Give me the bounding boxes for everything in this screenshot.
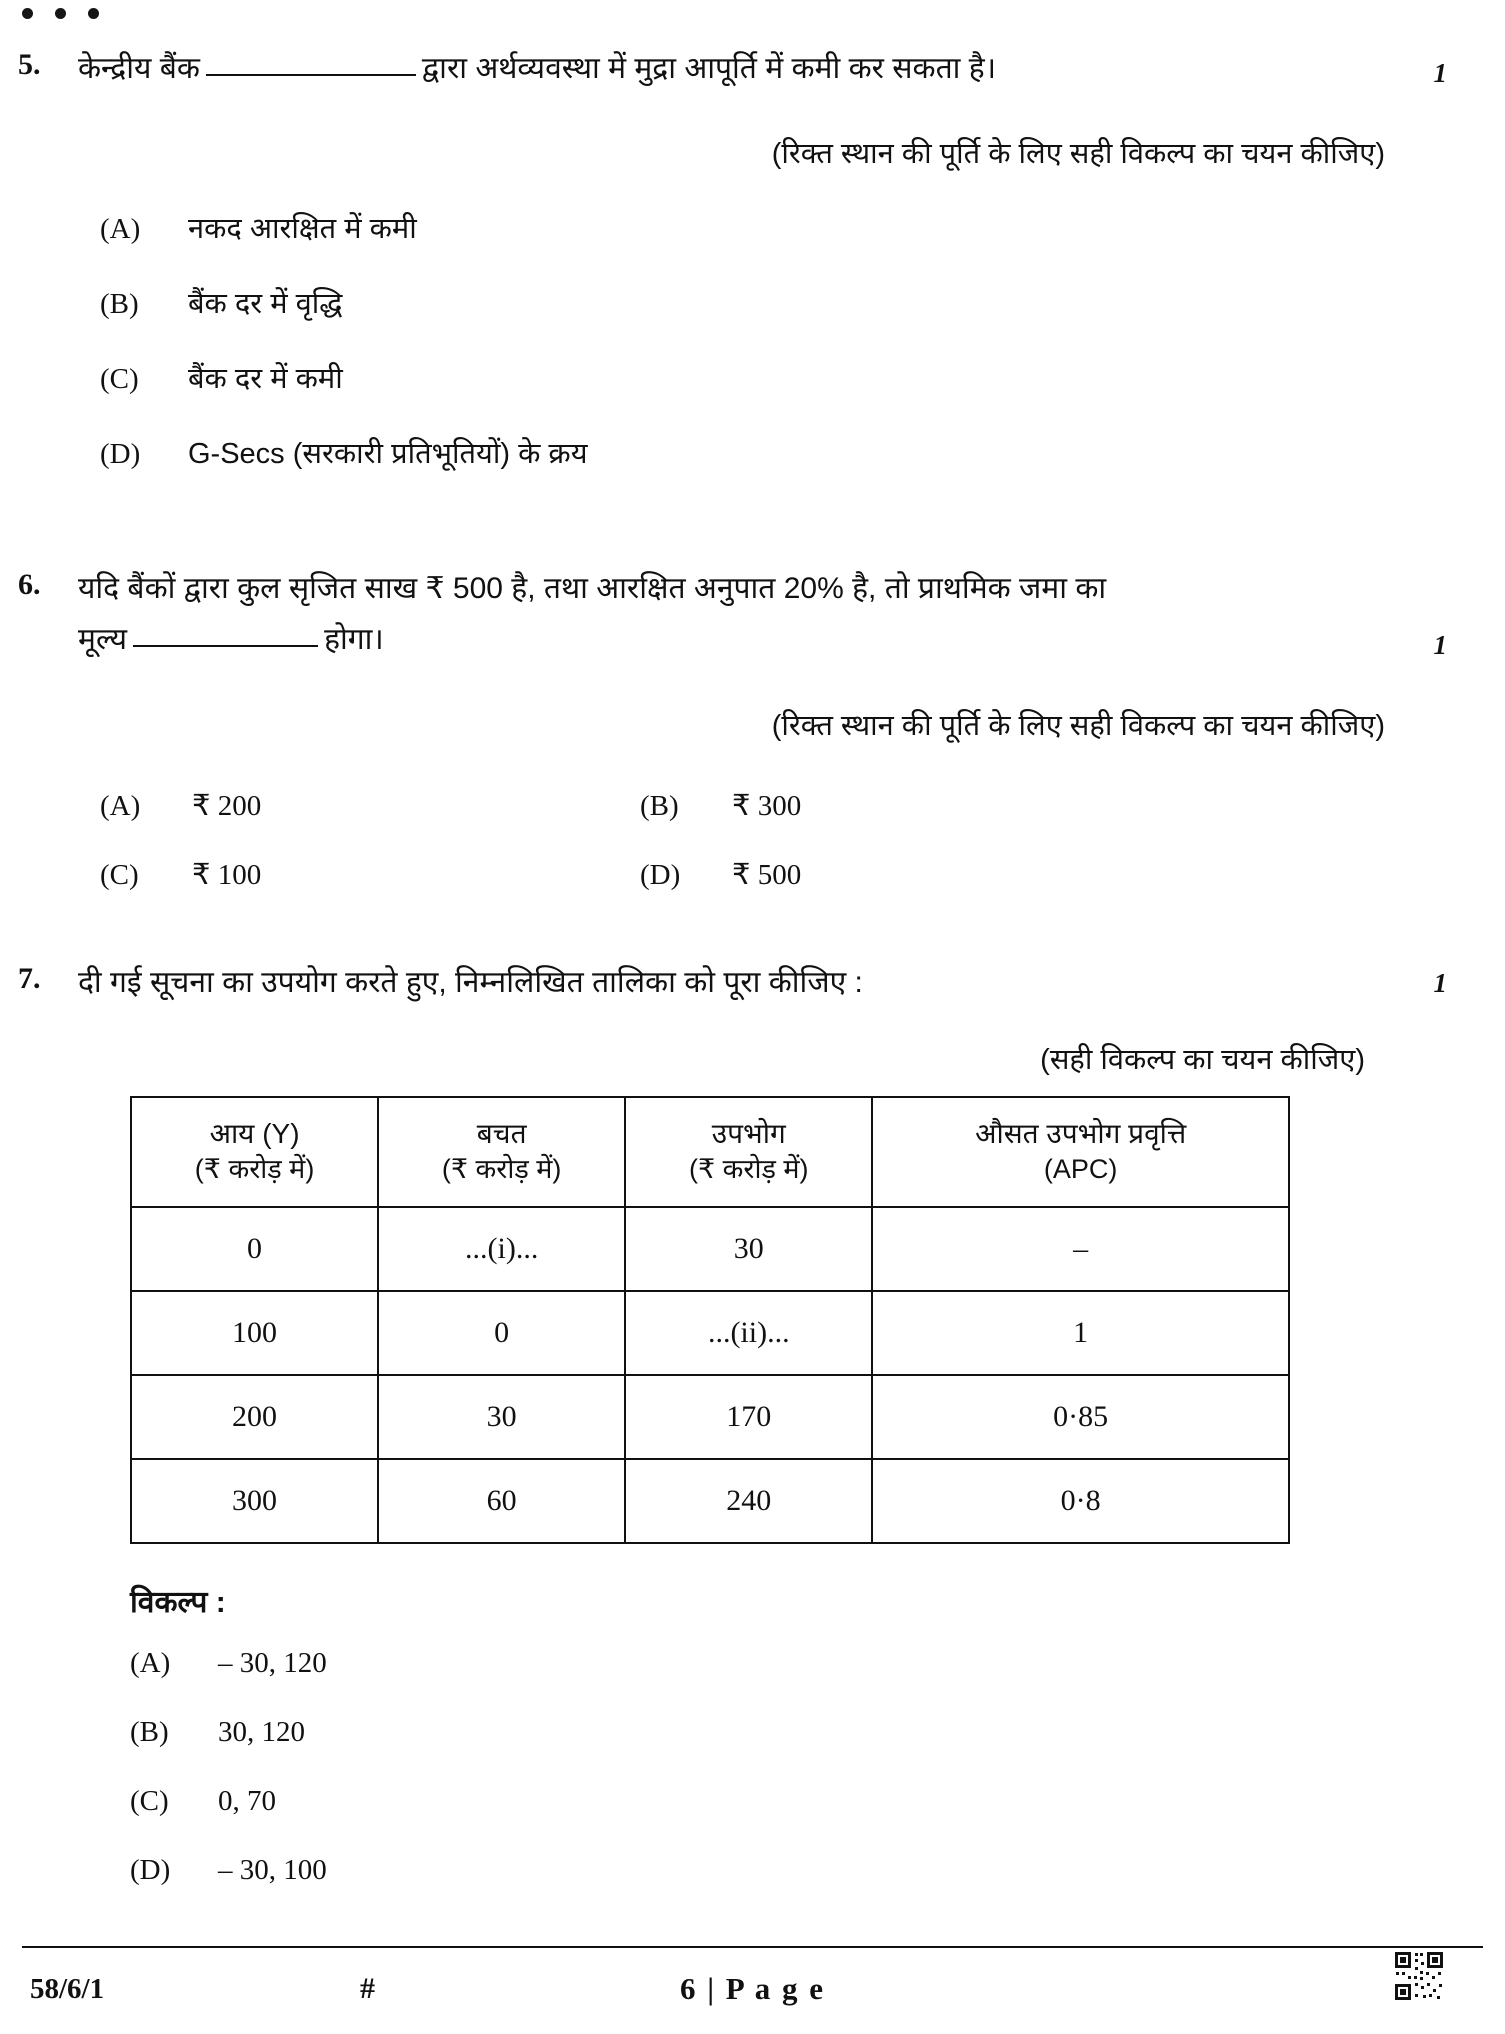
option-d[interactable] — [130, 1854, 1505, 1887]
table-header-row — [131, 1097, 1289, 1207]
option-d-label: (D) — [640, 859, 681, 892]
column-header-consumption-main: उपभोग — [711, 1117, 786, 1149]
cell-income: 300 — [131, 1459, 378, 1543]
question-7 — [0, 962, 1505, 1887]
question-6-instruction: (रिक्त स्थान की पूर्ति के लिए सही विकल्प का चयन कीजिए) — [771, 710, 1385, 743]
qr-code-icon — [1393, 1950, 1445, 2002]
option-d[interactable] — [640, 857, 1505, 892]
option-a[interactable] — [100, 788, 640, 823]
table-row — [131, 1207, 1289, 1291]
page-number: 6 | P a g e — [679, 1971, 826, 2006]
question-5-text-before-blank: केन्द्रीय बैंक — [78, 52, 200, 85]
option-d-label: (D) — [100, 437, 141, 470]
paper-code: 58/6/1 — [30, 1972, 105, 2005]
option-c-label: (C) — [130, 1784, 169, 1817]
option-a-label: (A) — [100, 790, 141, 823]
question-6-text — [78, 568, 1505, 661]
footer-hash-mark: # — [360, 1972, 375, 2005]
question-7-number: 7. — [18, 962, 41, 995]
option-c-text: 0, 70 — [218, 1784, 276, 1817]
column-header-apc — [872, 1097, 1289, 1207]
page-footer — [0, 1946, 1505, 2018]
option-c[interactable] — [100, 857, 640, 892]
option-c-label: (C) — [100, 859, 139, 892]
option-b-label: (B) — [100, 287, 139, 320]
dot-icon — [22, 8, 33, 19]
option-a-text: ₹ 200 — [192, 790, 262, 823]
option-d-text: G-Secs (सरकारी प्रतिभूतियों) के क्रय — [188, 437, 588, 470]
question-5-marks: 1 — [1433, 58, 1447, 88]
top-dots-marker — [22, 8, 99, 19]
option-b-text: 30, 120 — [218, 1715, 305, 1748]
question-6-marks: 1 — [1433, 630, 1447, 660]
table-row — [131, 1459, 1289, 1543]
cell-savings: 60 — [378, 1459, 625, 1543]
option-c[interactable] — [130, 1785, 1505, 1818]
question-5-text — [78, 48, 1505, 91]
option-c-label: (C) — [100, 362, 139, 395]
column-header-apc-main: औसत उपभोग प्रवृत्ति — [975, 1117, 1187, 1149]
option-a-text: – 30, 120 — [218, 1646, 327, 1679]
option-a[interactable] — [130, 1647, 1505, 1680]
question-5-number: 5. — [18, 48, 41, 81]
cell-savings: ...(i)... — [378, 1207, 625, 1291]
option-b[interactable] — [640, 788, 1505, 823]
cell-savings: 0 — [378, 1291, 625, 1375]
question-7-options — [130, 1647, 1505, 1887]
option-a-text: नकद आरक्षित में कमी — [188, 212, 417, 245]
option-d-text: ₹ 500 — [732, 859, 802, 892]
cell-apc: – — [872, 1207, 1289, 1291]
option-b-text: ₹ 300 — [732, 790, 802, 823]
cell-apc: 0·8 — [872, 1459, 1289, 1543]
table-head — [131, 1097, 1289, 1207]
question-5-options — [100, 208, 1505, 472]
fill-blank-line — [133, 645, 318, 647]
income-savings-table — [130, 1096, 1290, 1544]
dot-icon — [55, 8, 66, 19]
question-5 — [0, 48, 1505, 472]
cell-income: 200 — [131, 1375, 378, 1459]
cell-income: 100 — [131, 1291, 378, 1375]
table-row — [131, 1375, 1289, 1459]
cell-apc: 1 — [872, 1291, 1289, 1375]
column-header-income-main: आय (Y) — [209, 1117, 300, 1149]
column-header-income-sub: (₹ करोड़ में) — [194, 1154, 315, 1185]
column-header-consumption — [625, 1097, 872, 1207]
option-c[interactable] — [100, 358, 1505, 397]
option-d-text: – 30, 100 — [218, 1853, 327, 1886]
column-header-consumption-sub: (₹ करोड़ में) — [689, 1154, 809, 1185]
question-7-instruction: (सही विकल्प का चयन कीजिए) — [1040, 1043, 1365, 1076]
question-5-instruction: (रिक्त स्थान की पूर्ति के लिए सही विकल्प का चयन कीजिए) — [771, 137, 1385, 170]
option-d[interactable] — [100, 433, 1505, 472]
option-a[interactable] — [100, 208, 1505, 247]
question-6-line-1: यदि बैंकों द्वारा कुल सृजित साख ₹ 500 है, तथा आरक्षित अनुपात 20% है, तो प्राथमिक जमा का — [78, 572, 1107, 605]
column-header-savings-sub: (₹ करोड़ में) — [441, 1154, 562, 1185]
question-7-text: दी गई सूचना का उपयोग करते हुए, निम्नलिखित तालिका को पूरा कीजिए : — [78, 966, 863, 999]
option-a-label: (A) — [100, 212, 141, 245]
column-header-savings — [378, 1097, 625, 1207]
question-7-marks: 1 — [1433, 968, 1447, 998]
option-c-text: ₹ 100 — [192, 859, 262, 892]
question-6-line-2 — [78, 619, 1475, 662]
cell-consumption: 30 — [625, 1207, 872, 1291]
dot-icon — [88, 8, 99, 19]
option-c-text: बैंक दर में कमी — [188, 362, 343, 395]
option-a-label: (A) — [130, 1646, 171, 1679]
question-6 — [0, 568, 1505, 892]
options-heading: विकल्प : — [130, 1585, 226, 1619]
question-6-line-2-after-blank: होगा। — [324, 622, 384, 656]
question-6-line-2-before-blank: मूल्य — [78, 622, 128, 656]
cell-income: 0 — [131, 1207, 378, 1291]
cell-apc: 0·85 — [872, 1375, 1289, 1459]
cell-consumption: 240 — [625, 1459, 872, 1543]
question-6-number: 6. — [18, 568, 41, 601]
fill-blank-line — [206, 74, 416, 76]
table-body — [131, 1207, 1289, 1543]
option-b[interactable] — [130, 1716, 1505, 1749]
cell-savings: 30 — [378, 1375, 625, 1459]
column-header-apc-sub: (APC) — [1043, 1154, 1118, 1185]
question-6-options — [100, 788, 1505, 892]
option-b-label: (B) — [130, 1715, 169, 1748]
column-header-income — [131, 1097, 378, 1207]
option-b-text: बैंक दर में वृद्धि — [188, 287, 343, 320]
option-d-label: (D) — [130, 1853, 171, 1886]
question-5-text-after-blank: द्वारा अर्थव्यवस्था में मुद्रा आपूर्ति में कमी कर सकता है। — [421, 52, 997, 85]
column-header-savings-main: बचत — [476, 1117, 527, 1149]
cell-consumption: 170 — [625, 1375, 872, 1459]
table-row — [131, 1291, 1289, 1375]
cell-consumption: ...(ii)... — [625, 1291, 872, 1375]
option-b-label: (B) — [640, 790, 679, 823]
option-b[interactable] — [100, 283, 1505, 322]
